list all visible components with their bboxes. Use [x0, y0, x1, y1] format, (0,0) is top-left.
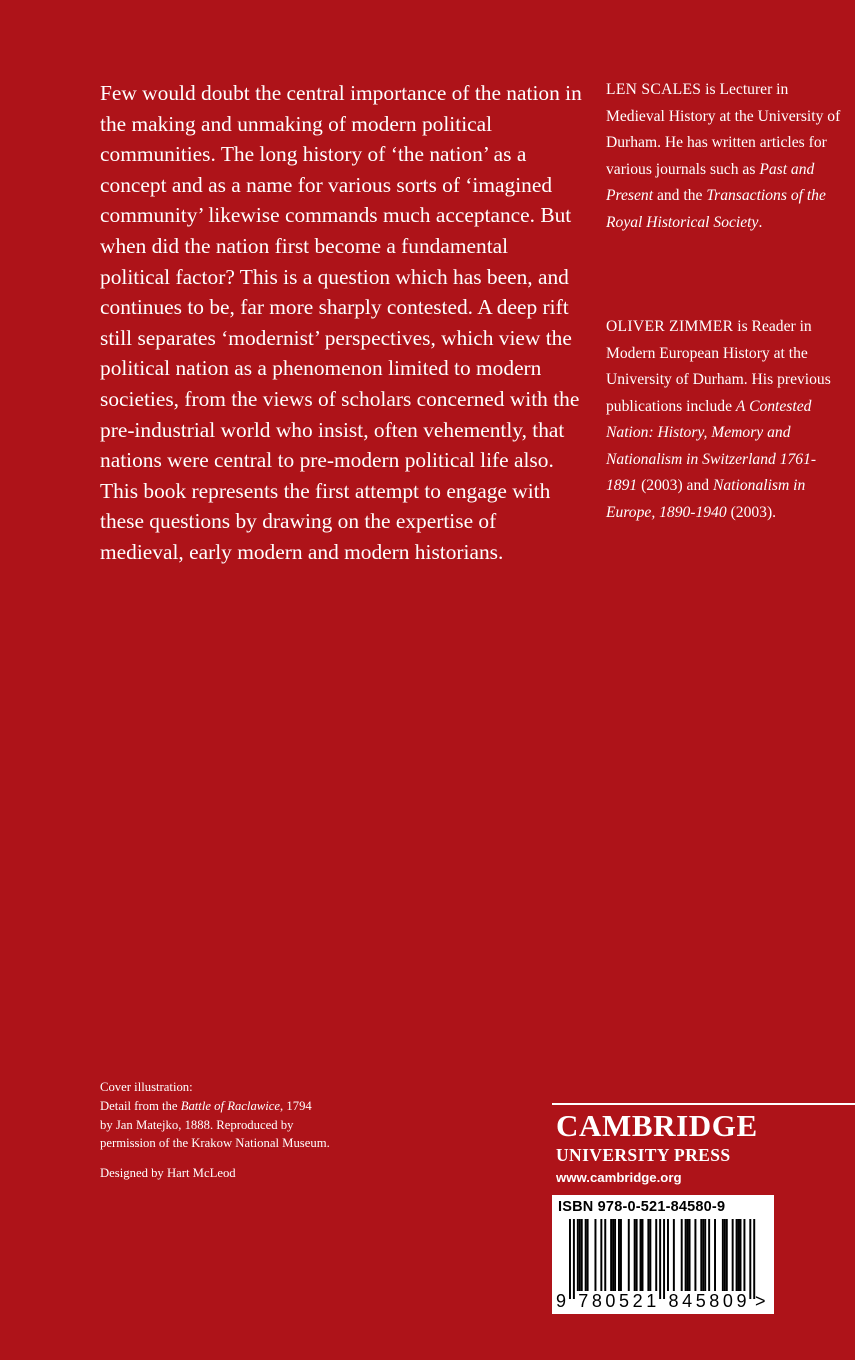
author-bio-oliver-zimmer: OLIVER ZIMMER is Reader in Modern European History at the University of Durham. His previous publications include A Contested Nation: History, Memory and Nationalism in Switzerland 1761-1891 (2003) and Nationalism in Europe, 1890-1940 (2003). — [606, 318, 831, 521]
publisher-url: www.cambridge.org — [556, 1170, 682, 1185]
credit-heading: Cover illustration: — [100, 1080, 193, 1094]
barcode-bar — [732, 1219, 734, 1291]
barcode-bar — [579, 1219, 581, 1291]
barcode-bar — [667, 1219, 669, 1291]
barcode-bar — [749, 1219, 751, 1299]
barcode-bar — [663, 1219, 665, 1299]
barcode-bar — [726, 1219, 728, 1291]
barcode-bar — [694, 1219, 696, 1291]
designer-credit: Designed by Hart McLeod — [100, 1166, 236, 1180]
barcode-bar — [569, 1219, 571, 1299]
barcode-bar — [714, 1219, 716, 1291]
barcode-bar — [659, 1219, 661, 1299]
barcode-bar — [687, 1219, 689, 1291]
barcode-bar — [640, 1219, 642, 1291]
barcode-bar — [587, 1219, 589, 1291]
barcode-bar — [604, 1219, 606, 1291]
barcode-bar — [704, 1219, 706, 1291]
author-name-zimmer: OLIVER ZIMMER — [606, 318, 734, 335]
book-title: A Contested Nation: History, Memory and Nationalism in Switzerland 1761-1891 — [606, 397, 817, 494]
journal-title: Transactions of the Royal Historical Society — [606, 187, 826, 231]
barcode-bar — [722, 1219, 724, 1291]
barcode-bar — [614, 1219, 616, 1291]
isbn-label: ISBN 978-0-521-84580-9 — [558, 1199, 726, 1215]
back-cover-blurb: Few would doubt the central importance of the nation in the making and unmaking of modern political communities. The long history of ‘the nation’ as a concept and as a name for various sorts of ‘imagined community’ likewise commands much acceptance. But when did the nation first become a fundamental political factor? This is a question which has been, and continues to be, far more sharply contested. A deep rift still separates ‘modernist’ perspectives, which view the political nation as a phenomenon limited to modern societies, from the views of scholars concerned with the pre-industrial world who insist, often vehemently, that nations were central to pre-modern political life also. This book represents the first attempt to engage with these questions by drawing on the expertise of medieval, early modern and modern historians. — [100, 81, 582, 564]
barcode-bar — [612, 1219, 614, 1291]
publisher-logo: CAMBRIDGE — [556, 1108, 758, 1143]
painting-title: Battle of Raclawice — [180, 1098, 281, 1113]
barcode-bar — [681, 1219, 683, 1291]
barcode-bar — [743, 1219, 745, 1291]
publisher-rule — [552, 1103, 855, 1105]
barcode-digits: 9 780521 845809 — [556, 1291, 751, 1311]
barcode-quiet-zone-marker: > — [755, 1291, 766, 1311]
barcode-bar — [585, 1219, 587, 1291]
barcode-bar — [708, 1219, 710, 1291]
credit-artist: by Jan Matejko, 1888. Reproduced by — [100, 1117, 294, 1132]
barcode-bar — [647, 1219, 649, 1291]
credit-permission: permission of the Krakow National Museum. — [100, 1136, 330, 1151]
barcode-bar — [642, 1219, 644, 1291]
barcode-bar — [620, 1219, 622, 1291]
author-bio-len-scales: LEN SCALES is Lecturer in Medieval History at the University of Durham. He has written articles for various journals such as Past and Present and the Transactions of the Royal Historical Society. — [606, 81, 841, 231]
barcode-bar — [700, 1219, 702, 1291]
journal-title: Past and Present — [606, 160, 815, 204]
barcode-bar — [573, 1219, 575, 1299]
barcode-bar — [655, 1219, 657, 1291]
barcode-bar — [628, 1219, 630, 1291]
isbn-barcode — [552, 1195, 774, 1314]
barcode-bar — [753, 1219, 755, 1299]
barcode-bar — [618, 1219, 620, 1291]
credit-detail: Detail from the Battle of Raclawice, 1794 — [100, 1098, 312, 1113]
barcode-bar — [600, 1219, 602, 1291]
publisher-subtitle: UNIVERSITY PRESS — [556, 1145, 731, 1165]
barcode-bar — [702, 1219, 704, 1291]
barcode-bar — [736, 1219, 738, 1291]
barcode-bar — [649, 1219, 651, 1291]
barcode-bar — [581, 1219, 583, 1291]
book-title: Nationalism in Europe, 1890-1940 — [606, 477, 806, 521]
barcode-bar — [594, 1219, 596, 1291]
barcode-bar — [636, 1219, 638, 1291]
barcode-bar — [610, 1219, 612, 1291]
barcode-bar — [738, 1219, 740, 1291]
barcode-bar — [577, 1219, 579, 1291]
barcode-bar — [740, 1219, 742, 1291]
barcode-bar — [634, 1219, 636, 1291]
barcode-bar — [673, 1219, 675, 1291]
cover-illustration-credit — [100, 1078, 400, 1153]
barcode-bar — [685, 1219, 687, 1291]
author-name-scales: LEN SCALES — [606, 81, 702, 98]
barcode-bar — [724, 1219, 726, 1291]
barcode-bar — [689, 1219, 691, 1291]
